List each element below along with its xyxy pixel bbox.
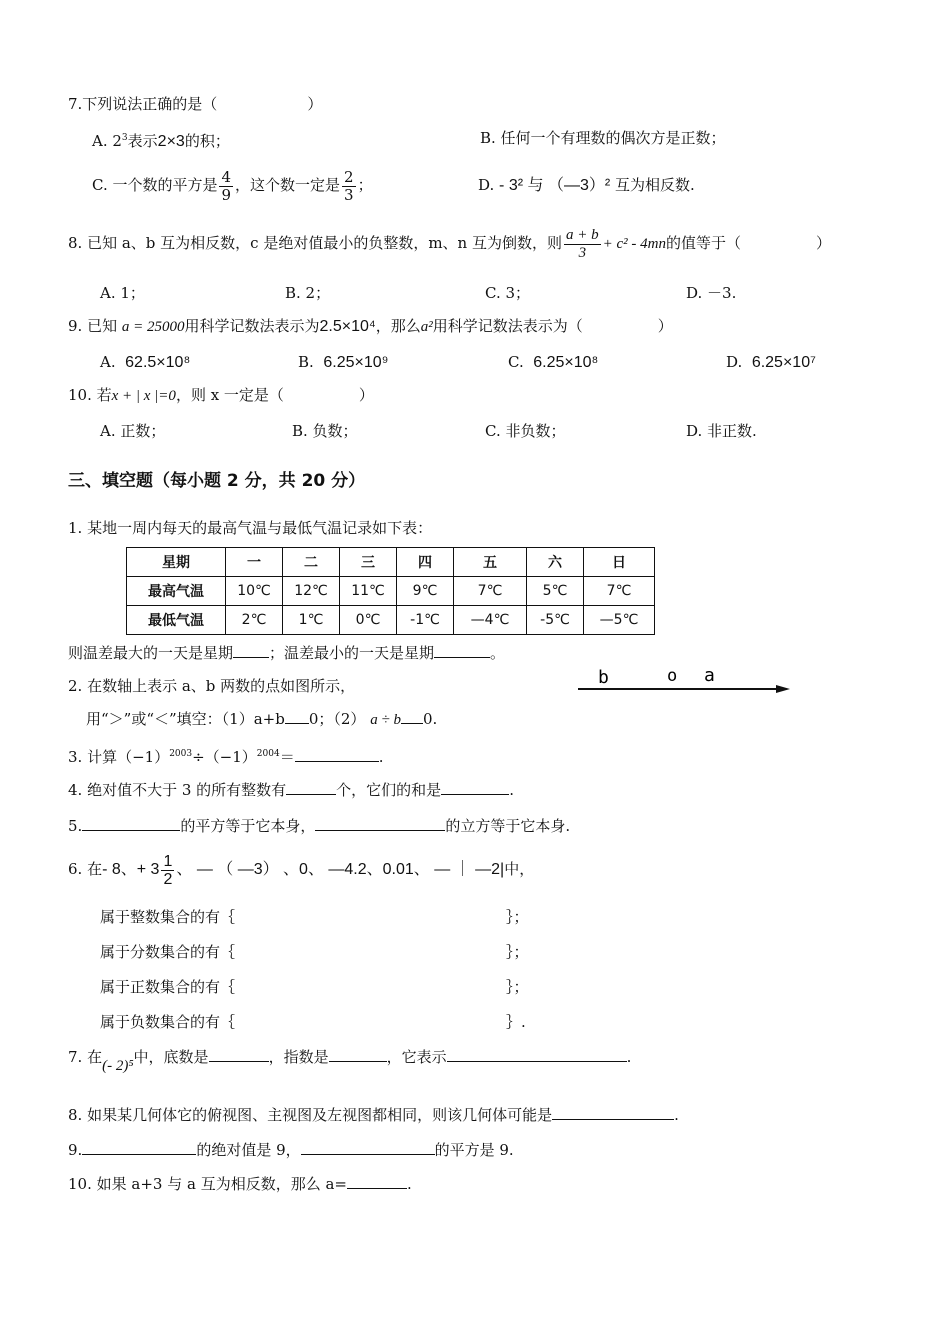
table-cell: 1℃ [283, 606, 340, 635]
table-header-row [127, 548, 655, 577]
q8-option-a: A. 1； [100, 284, 145, 302]
f6-tail: 中， [504, 860, 535, 878]
f6-set-close: ｝. [506, 1013, 526, 1031]
q9-option-a [100, 352, 190, 373]
table-row-label: 最高气温 [127, 577, 226, 606]
f10-blank[interactable] [347, 1173, 407, 1189]
q7-c-mid: ，这个数一定是 [235, 176, 341, 194]
f1-stem: 1. 某地一周内每天的最高气温与最低气温记录如下表： [68, 519, 433, 537]
q9-mid: 用科学记数法表示为 [184, 317, 320, 335]
q9-d-value: 6.25×10⁷ [751, 354, 816, 371]
f6-fraction [161, 853, 174, 888]
q9-pre: 9. 已知 [68, 317, 118, 335]
f3-exponent-2: 2004 [256, 749, 280, 759]
q7-option-c [92, 165, 373, 205]
table-row [127, 577, 655, 606]
q7-option-d [478, 175, 695, 196]
q7-a-tail: 的积； [184, 132, 230, 150]
table-cell: 11℃ [340, 577, 397, 606]
q8-option-c: C. 3； [485, 284, 531, 302]
f6-set-label: 属于负数集合的有｛ [100, 1013, 236, 1031]
f7-tail: . [626, 1048, 632, 1066]
f2-blank-1[interactable] [285, 708, 309, 724]
f2-line2-math: a ÷ b [370, 712, 401, 728]
q9-stem [68, 316, 673, 337]
q7-c-fraction-2 [342, 169, 356, 204]
f9-line [68, 1139, 514, 1160]
table-cell: 7℃ [584, 577, 655, 606]
f5-blank-2[interactable] [315, 815, 445, 831]
table-row [127, 606, 655, 635]
q7-a-exponent: 3 [121, 133, 128, 143]
table-cell: —5℃ [584, 606, 655, 635]
f5-blank-1[interactable] [82, 815, 180, 831]
f2-blank-2[interactable] [401, 708, 423, 724]
q8-tail: 的值等于（ ） [665, 234, 831, 252]
f2-line2-pre: 用“＞”或“＜”填空：（1）a+b [86, 710, 285, 728]
section-title-fill-in: 三、填空题（每小题 2 分，共 20 分） [68, 471, 366, 491]
f8-tail: . [674, 1106, 679, 1124]
q9-option-c [508, 352, 598, 373]
f6-frac-num: 1 [163, 852, 173, 870]
temperature-table [126, 547, 655, 635]
number-line-label-a: a [704, 665, 715, 686]
q7-d-tail: 互为相反数. [614, 176, 695, 194]
number-line [576, 664, 796, 700]
f3-blank[interactable] [295, 746, 379, 762]
f8-line [68, 1104, 679, 1125]
f6-set-label: 属于正数集合的有｛ [100, 978, 236, 996]
table-cell: 9℃ [397, 577, 454, 606]
f4-line [68, 779, 514, 800]
table-header-cell: 六 [527, 548, 584, 577]
f2-line2-tail: 0. [422, 710, 438, 728]
f10-line [68, 1173, 412, 1194]
q8-stem-text: 8. 已知 a、b 互为相反数，c 是绝对值最小的负整数，m、n 互为倒数，则 [68, 234, 562, 252]
f8-pre: 8. 如果某几何体它的俯视图、主视图及左视图都相同，则该几何体可能是 [68, 1106, 553, 1124]
q8-option-d: D. －3. [686, 284, 737, 302]
q8-stem [68, 222, 831, 265]
q8-expression: + c² - 4mn [602, 236, 666, 252]
f2-line1: 2. 在数轴上表示 a、b 两数的点如图所示， [68, 677, 356, 695]
table-cell: -1℃ [397, 606, 454, 635]
f3-exponent-1: 2003 [169, 749, 193, 759]
f3-tail: . [378, 748, 384, 766]
f7-pre: 7. 在 [68, 1048, 103, 1066]
f7-blank-3[interactable] [447, 1046, 627, 1062]
table-header-cell: 一 [226, 548, 283, 577]
q9-b-value: 6.25×10⁹ [323, 354, 389, 371]
f7-mid3: ，它表示 [386, 1048, 447, 1066]
table-cell: 0℃ [340, 606, 397, 635]
f6-set-positives [100, 977, 529, 997]
q9-option-d [726, 352, 816, 373]
q9-a-eq: a = 25000 [121, 319, 185, 335]
f10-tail: . [406, 1175, 412, 1193]
table-cell: 12℃ [283, 577, 340, 606]
f6-pre: 6. 在 [68, 860, 103, 878]
f1-blank-2[interactable] [434, 642, 490, 658]
q9-b-label: B. [298, 353, 314, 371]
f3-eq: ＝ [279, 748, 295, 766]
q7-c-fraction-1 [219, 169, 233, 204]
f4-blank-1[interactable] [286, 779, 336, 795]
table-cell: 2℃ [226, 606, 283, 635]
table-header-cell: 三 [340, 548, 397, 577]
number-line-arrow-icon [776, 685, 790, 693]
f2-line2 [86, 708, 437, 730]
q10-option-d: D. 非正数. [686, 422, 757, 440]
f1-after1: 则温差最大的一天是星期 [68, 644, 234, 662]
table-row-label: 最低气温 [127, 606, 226, 635]
q10-option-c: C. 非负数； [485, 422, 566, 440]
table-cell: 7℃ [454, 577, 527, 606]
q7-c-frac2-num: 2 [344, 167, 354, 186]
q9-a-squared: a² [420, 319, 433, 335]
f1-blank-1[interactable] [233, 642, 269, 658]
f6-set-label: 属于整数集合的有｛ [100, 908, 236, 926]
q7-a-math: 2×3 [157, 133, 185, 150]
f1-after3: 。 [490, 644, 506, 662]
q8-frac-den: 3 [578, 244, 587, 261]
f7-line [68, 1046, 632, 1074]
table-header-cell: 五 [454, 548, 527, 577]
q7-c-tail: ； [357, 176, 373, 194]
f6-set-label: 属于分数集合的有｛ [100, 943, 236, 961]
q9-a-value: 62.5×10⁸ [125, 354, 191, 371]
table-cell: -5℃ [527, 606, 584, 635]
f5-line [68, 815, 570, 836]
f6-set-close: ｝； [506, 978, 529, 996]
q7-d-prefix: D. [478, 176, 495, 194]
q7-a-rest: 表示 [127, 132, 158, 150]
q9-c-value: 6.25×10⁸ [533, 354, 599, 371]
q10-stem [68, 385, 374, 406]
f6-set-close: ｝； [506, 908, 529, 926]
table-header-cell: 日 [584, 548, 655, 577]
table-cell: 10℃ [226, 577, 283, 606]
f7-blank-2[interactable] [329, 1046, 387, 1062]
q7-a-prefix: A. 2 [92, 132, 122, 150]
f7-mid1: 中，底数是 [133, 1048, 209, 1066]
f1-after2: ；温差最小的一天是星期 [269, 644, 435, 662]
q9-sci: 2.5×10⁴ [319, 318, 376, 335]
table-header-cell: 四 [397, 548, 454, 577]
q7-d-math: - 3² 与 （—3）² [499, 177, 611, 194]
q9-d-label: D. [726, 353, 743, 371]
q7-option-b: B. 任何一个有理数的偶次方是正数； [480, 129, 726, 147]
f7-blank-1[interactable] [209, 1046, 269, 1062]
f3-line [68, 744, 384, 767]
q9-option-b [298, 352, 388, 373]
q10-math: x + | x |=0 [111, 388, 176, 404]
f9-mid: 的绝对值是 9， [196, 1141, 301, 1159]
f3-pre: 3. 计算（−1） [68, 748, 170, 766]
q8-frac-num: a + b [566, 226, 599, 243]
f9-blank-2[interactable] [301, 1139, 435, 1155]
q7-c-frac2-den: 3 [344, 185, 354, 204]
q9-a-label: A. [100, 353, 116, 371]
f6-math-2: 、 — （ —3） 、0、 —4.2、0.01、 — ｜ —2| [176, 861, 505, 878]
q10-option-a: A. 正数； [100, 422, 166, 440]
f9-pre: 9. [68, 1141, 83, 1159]
f4-pre: 4. 绝对值不大于 3 的所有整数有 [68, 781, 287, 799]
q7-option-a [92, 128, 230, 152]
q7-stem: 7.下列说法正确的是（ ） [68, 95, 323, 113]
q8-fraction [564, 227, 601, 262]
f10-pre: 10. 如果 a+3 与 a 互为相反数，那么 a= [68, 1175, 347, 1193]
f4-blank-2[interactable] [441, 779, 509, 795]
f4-tail: . [509, 781, 514, 799]
table-cell: —4℃ [454, 606, 527, 635]
q7-c-frac1-num: 4 [221, 167, 232, 186]
f1-answer-line [68, 642, 505, 663]
f7-mid2: ，指数是 [268, 1048, 329, 1066]
f7-math: (- 2)⁵ [102, 1058, 134, 1074]
q10-tail: ，则 x 一定是（ ） [175, 386, 374, 404]
number-line-label-b: b [598, 667, 609, 688]
f6-frac-den: 2 [163, 870, 173, 888]
f6-set-close: ｝； [506, 943, 529, 961]
q9-c-label: C. [508, 353, 524, 371]
number-line-label-o: o [667, 666, 678, 686]
f5-pre: 5. [68, 817, 83, 835]
f9-tail: 的平方是 9. [434, 1141, 514, 1159]
q10-pre: 10. 若 [68, 386, 112, 404]
q9-mid2: ，那么 [375, 317, 421, 335]
q8-option-b: B. 2； [285, 284, 331, 302]
q7-c-frac1-den: 9 [221, 185, 232, 204]
f6-set-fractions [100, 942, 529, 962]
f6-math-1: - 8、+ 3 [102, 861, 160, 878]
f9-blank-1[interactable] [82, 1139, 196, 1155]
f3-mid: ÷（−1） [192, 748, 257, 766]
q7-c-prefix: C. 一个数的平方是 [92, 176, 218, 194]
table-header-cell: 星期 [127, 548, 226, 577]
f6-set-negatives [100, 1012, 526, 1032]
f6-set-integers [100, 907, 529, 927]
q10-option-b: B. 负数； [292, 422, 358, 440]
f4-mid: 个，它们的和是 [336, 781, 442, 799]
table-header-cell: 二 [283, 548, 340, 577]
q9-tail: 用科学记数法表示为（ ） [432, 317, 673, 335]
f8-blank[interactable] [552, 1104, 674, 1120]
table-cell: 5℃ [527, 577, 584, 606]
f5-mid: 的平方等于它本身， [180, 817, 316, 835]
f5-tail: 的立方等于它本身. [445, 817, 571, 835]
f6-stem [68, 848, 534, 891]
f2-line2-mid: 0；（2） [308, 710, 366, 728]
